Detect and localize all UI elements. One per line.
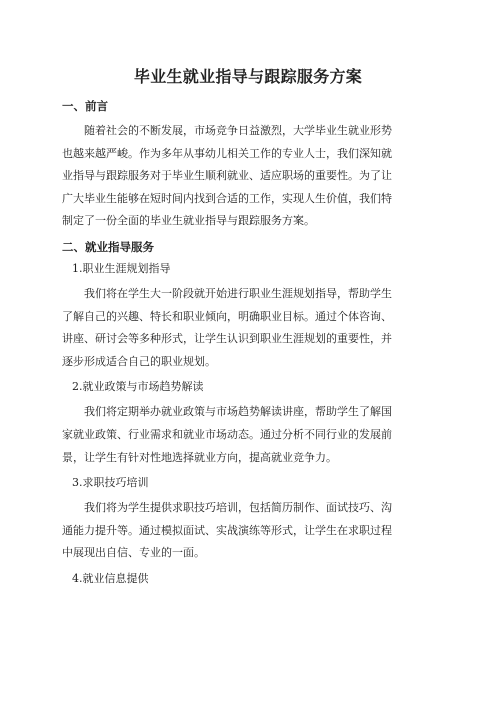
paragraph-line: 业指导与跟踪服务对于毕业生顺利就业、适应职场的重要性。为了让 [62,169,392,183]
document-title: 毕业生就业指导与跟踪服务方案 [133,67,363,86]
preface-paragraph [62,120,434,233]
item-label-career-planning: 1.职业生涯规划指导 [72,261,171,275]
paragraph-line: 中展现出自信、专业的一面。 [62,546,205,560]
paragraph-line: 制定了一份全面的毕业生就业指导与跟踪服务方案。 [62,214,315,228]
paragraph-line: 景，让学生有针对性地选择就业方向，提高就业竞争力。 [62,450,337,464]
paragraph-line: 我们将定期举办就业政策与市场趋势解读讲座，帮助学生了解国 [84,405,392,419]
paragraph-line: 也越来越严峻。作为多年从事幼儿相关工作的专业人士，我们深知就 [62,146,392,160]
paragraph-line: 讲座、研讨会等多种形式，让学生认识到职业生涯规划的重要性，并 [62,332,392,346]
paragraph-line: 通能力提升等。通过模拟面试、实战演练等形式，让学生在求职过程 [62,523,392,537]
paragraph-line: 广大毕业生能够在短时间内找到合适的工作，实现人生价值，我们特 [62,191,392,205]
item-label-job-info: 4.就业信息提供 [72,571,149,585]
paragraph-line: 我们将在学生大一阶段就开始进行职业生涯规划指导，帮助学生 [84,286,392,300]
career-planning-paragraph [62,283,434,373]
paragraph-line: 逐步形成适合自己的职业规划。 [62,354,216,368]
paragraph-line: 随着社会的不断发展，市场竞争日益激烈，大学毕业生就业形势 [84,124,392,137]
paragraph-line: 了解自己的兴趣、特长和职业倾向，明确职业目标。通过个体咨询、 [62,309,392,323]
item-label-policy-trends: 2.就业政策与市场趋势解读 [72,380,204,394]
section-heading-guidance: 二、就业指导服务 [62,239,154,254]
section-heading-preface: 一、前言 [62,99,108,113]
job-skills-paragraph [62,497,434,565]
paragraph-line: 我们将为学生提供求职技巧培训，包括简历制作、面试技巧、沟 [84,501,392,515]
item-label-job-skills: 3.求职技巧培训 [72,476,149,490]
paragraph-line: 家就业政策、行业需求和就业市场动态。通过分析不同行业的发展前 [62,427,392,441]
policy-trends-paragraph [62,401,434,469]
